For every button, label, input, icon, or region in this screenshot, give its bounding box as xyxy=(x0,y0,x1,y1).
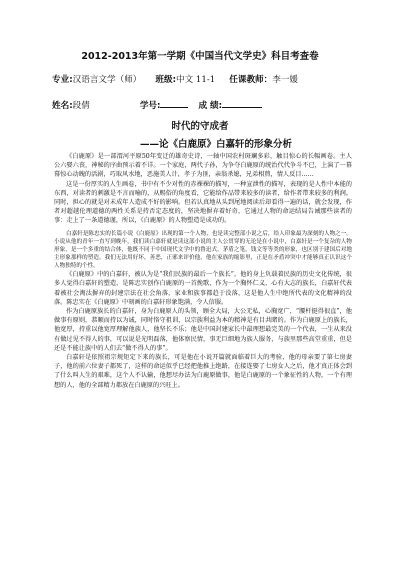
document-title: 2012-2013年第一学期《中国当代文学史》科目考查卷 xyxy=(81,51,319,62)
teacher-value: 李一媛 xyxy=(272,75,299,85)
paragraph: 作为白鹿原族长的白嘉轩，身为白鹿原人的头领，顾全大局，大公无私，心胸宽广，“腰杆挺得很直”，他做事有原则，恭顺而持以为诚，同时恪守祖训，以宗族利益为本的精神是有目共睹的。作为白鹿原上的族长，他宽厚，持重以他宽厚理解他族人，他坚长不乐；他是中国封建家长中最理想最完美的一个代表，一生从来没有做过见不得人的事，可以说是光明磊落，他体察民情，事无巨细地为族人服务，与族里那些高堂重重，但是还是不能让族中的人们去“做不得人的事”。 xyxy=(54,307,352,352)
paragraph: 白嘉轩是依照祖宗规矩定下来的族长，可是他在小说开篇就面临着巨大的考验，他的母亲要了第七房妻子，他的前六位妻子都死了，这样的命运似乎已经把他推上绝路，在接连娶了七房女人之后，他才真正体会到了什么叫人生的艰难，这个人不认输，他想尽办法为白鹿原做事，他是白鹿原的一个象征性的人物，一个有理想的人，他的全部精力都放在白鹿原的兴旺上。 xyxy=(54,353,352,389)
id-label: 学号: xyxy=(139,101,161,111)
paragraph: 《白鹿原》是一部渭河平原50年变迁的雄奇史诗，一轴中国农村斑斓多彩，触目惊心的长幅画卷。主人公六娶六丧，神秘的序曲预示着不详。一个家庭，两代子孙，为争夺白鹿原的统治代代争斗不已，上演了一幕幕惊心动魄的活剧，巧取风水地，恶施美人计，孝子为匪，亲翁杀媳，兄弟相煎，情人反目…… xyxy=(54,153,352,179)
essay-subtitle: ——论《白鹿原》白嘉轩的形象分析 xyxy=(140,139,293,150)
class-label: 班级: xyxy=(155,75,177,85)
info-row-student xyxy=(52,97,262,111)
essay-title: 时代的守成者 xyxy=(171,121,229,132)
paragraph: 《白鹿原》中的白嘉轩，被认为是“我们民族的最后一个族长”，他的身上负载着民族的历史文化传统，很多人觉得白嘉轩的塑造，是陈忠实创作白鹿原的一首挽歌，作为一个胸怀仁义，心有大志的族长，白嘉轩代表着被社会淘汰摒弃的封建宗法在社会角落，家业和族事都趋于没落，这是他人生中绝所代表的文化精神的没落。陈忠实在《白鹿原》中刻画的白嘉轩形象饱满，令人信服。 xyxy=(54,271,352,306)
score-blank xyxy=(222,97,262,108)
paragraph: 白嘉轩是陈忠实的长篇小说《白鹿原》出现的第一个人物，也是读完整部小说之后，给人印象最为深刻的人物之一。小说从他的青年一直写到晚年，我们读白嘉轩就是读这部小说的主人公贯穿的无论是在小说中，白嘉轩是一个复杂的人物形象，是一个多重的结合体，他既不同于中国现代文学中的鲁迅式，茅盾之笔，钱文等等类的形象，也区别于建国后对地主形象那样的塑造。我们无法用好坏，善恶，正邪来评价他，他在家族的缩影里，正是在矛盾冲突中才能够真正认识这个人物独特的个性。 xyxy=(54,230,352,269)
class-value: 中文 11-1 xyxy=(176,75,216,85)
score-label: 成 绩: xyxy=(198,101,223,111)
major-label: 专业: xyxy=(52,75,73,85)
info-row-course xyxy=(52,73,312,85)
id-blank xyxy=(160,97,188,108)
paragraph: 这是一份厚实的人生画卷，书中有不少对性的赤裸裸的描写，一种宣泄性的描写，表现的是人性中本能的东西，对读者的刺激是不言而喻的，从赐俗的角度看，它能给作品带来较多的读者，给作者带来较多的利润。同时，担心的就是对未成年人造成不好的影响。但若认真地从头到尾地阅读后却看得一遍的话，就会发现，作者对超越伦理道德的两性关系是持否定态度的，坚决地摒弃着好奇，它通过人物的命运结局告诫那些读者的事：走上了一条道德谨，所以，《白鹿原》的人物塑造是成功的。 xyxy=(54,180,352,225)
essay-body xyxy=(54,152,352,390)
name-value: 段倩 xyxy=(72,101,90,111)
major-value: 汉语言文学（师） xyxy=(72,75,142,85)
teacher-label: 任课教师： xyxy=(229,75,273,85)
name-label: 姓名: xyxy=(52,101,73,111)
